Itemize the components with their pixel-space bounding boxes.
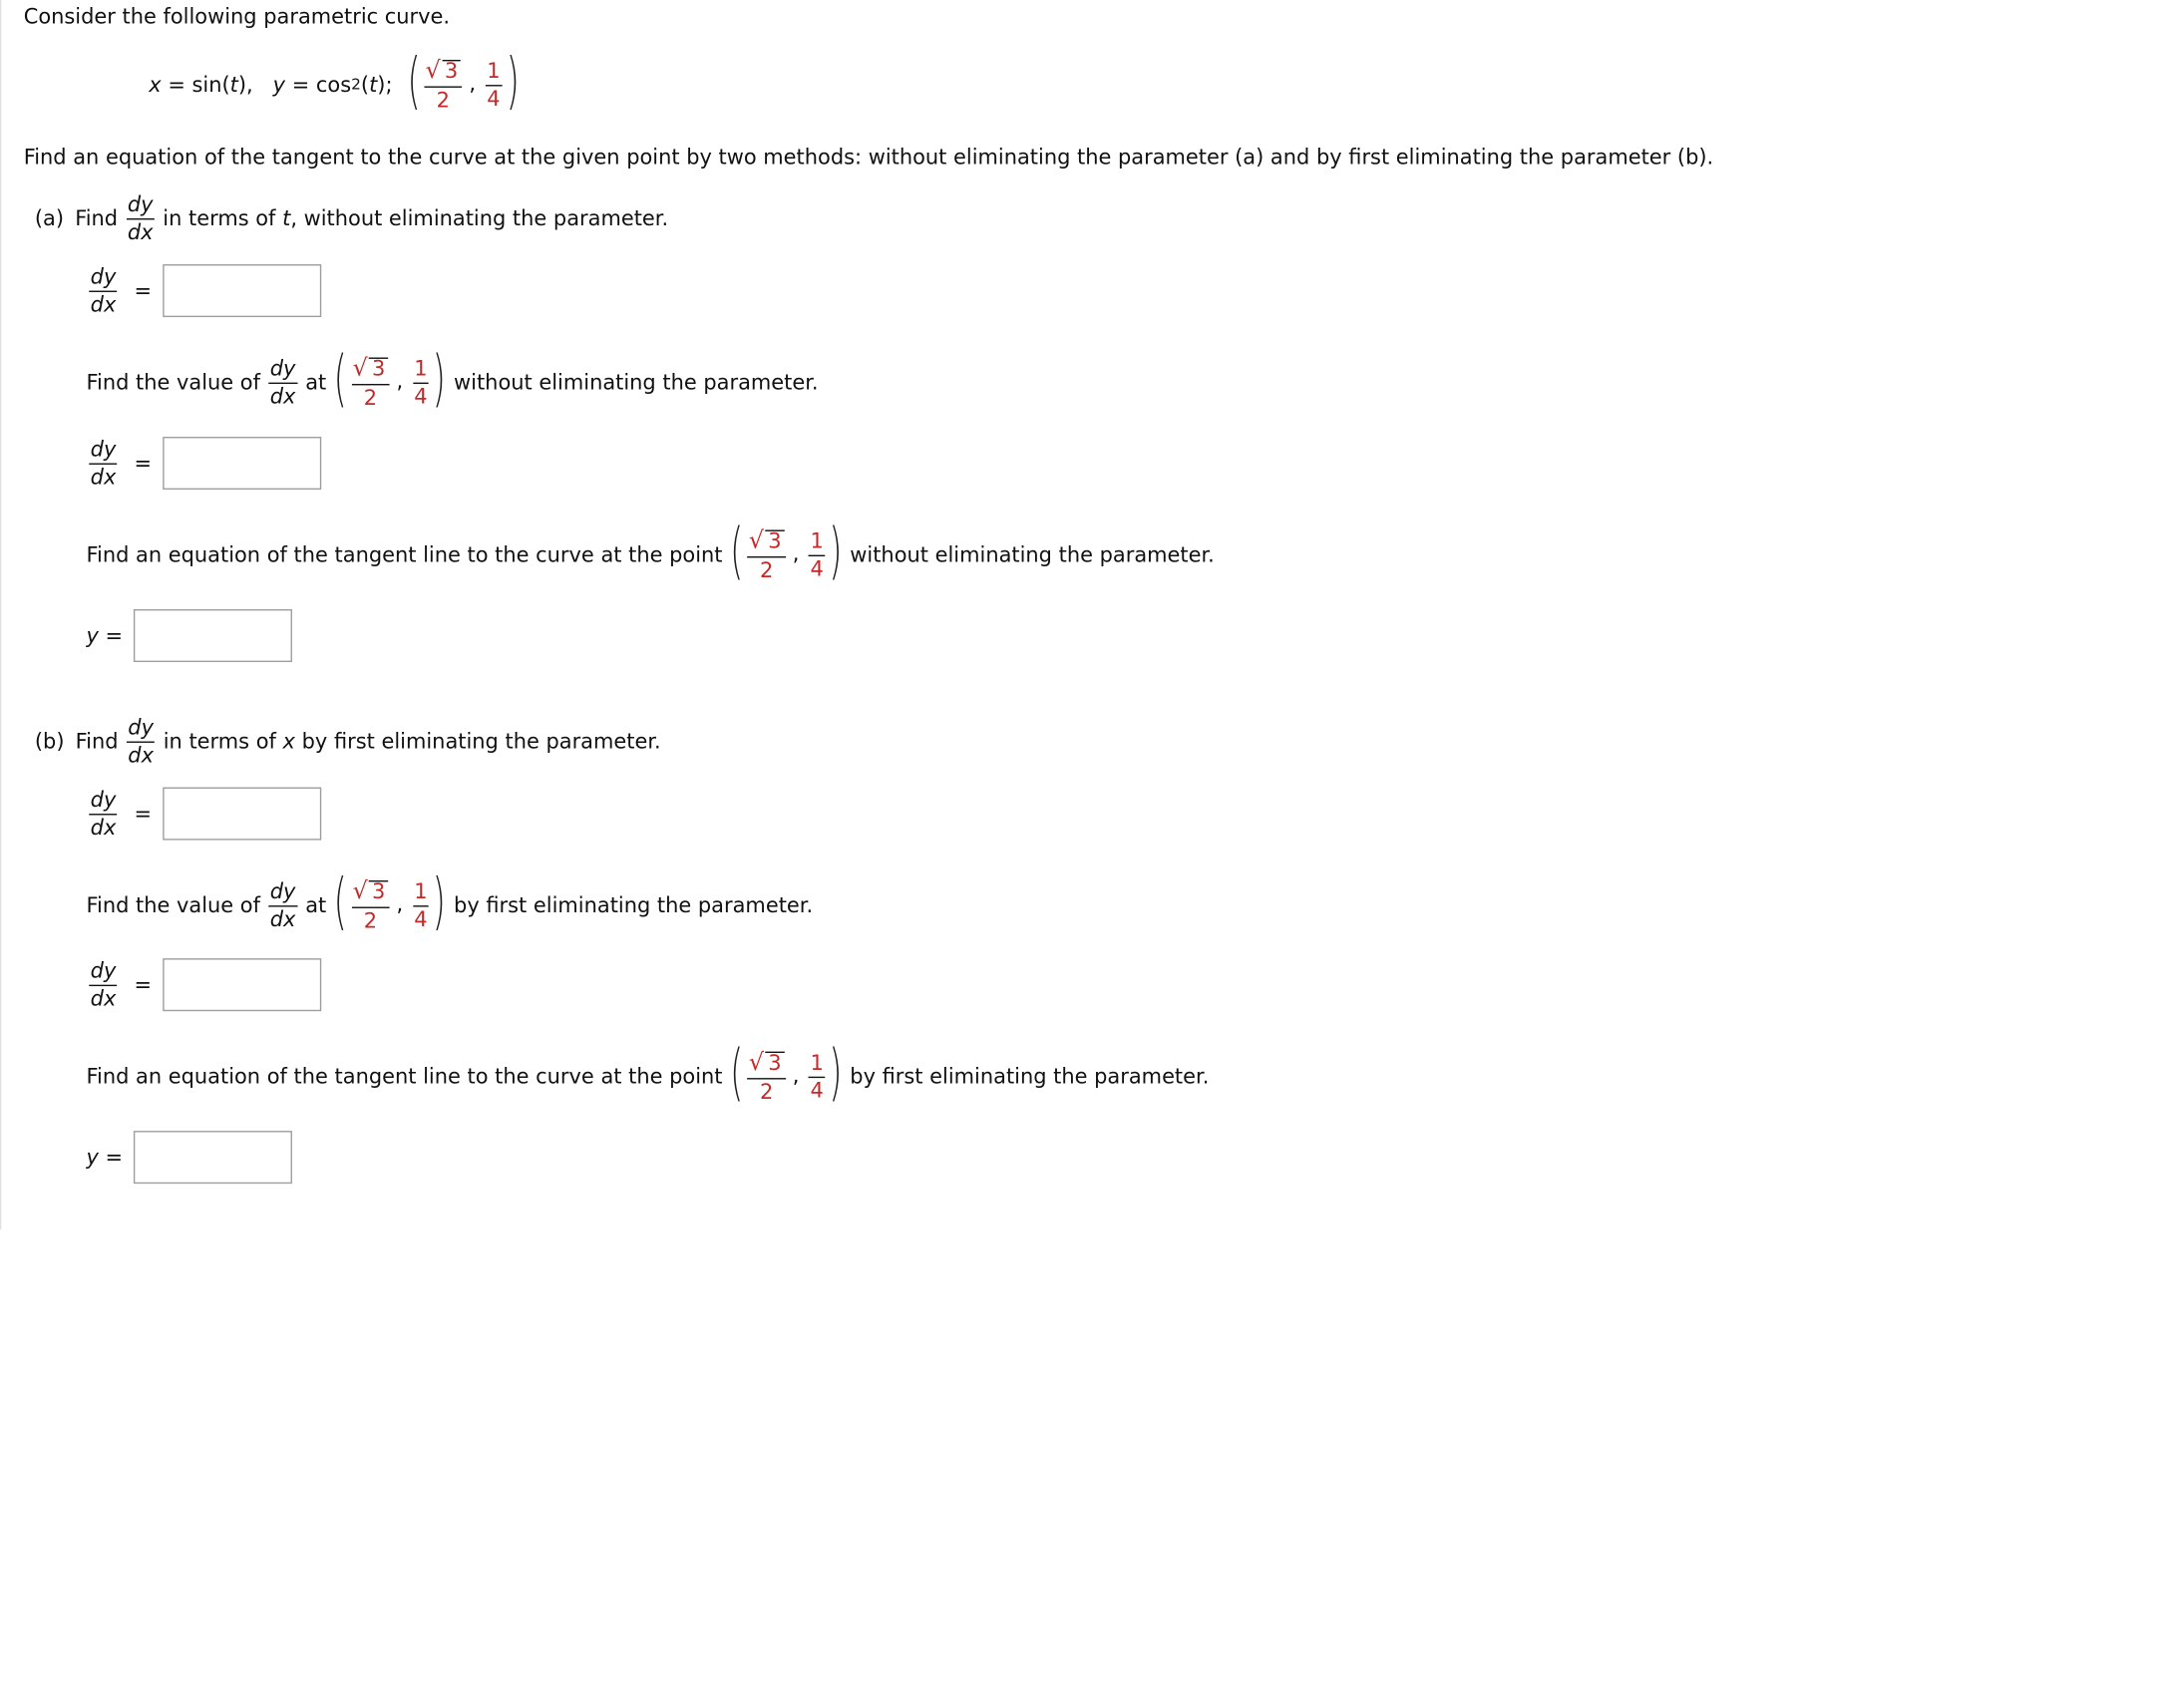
a-tangent-input[interactable] [134, 609, 292, 662]
dydx-fraction: $\frac{dy}{dx}$ [90, 957, 117, 1011]
dydx-fraction: $\frac{dy}{dx}$ [90, 263, 117, 317]
part-b-heading: (b) Find $\frac{dy}{dx}$ in terms of x by first eliminating the parameter. [34, 714, 661, 768]
given-point: ( √ 3 2 , $\frac{1}{4}$ ) [334, 343, 447, 415]
b-tangent-input[interactable] [134, 1131, 292, 1184]
left-border [0, 0, 1, 1229]
part-a-heading: (a) Find $\frac{dy}{dx}$ in terms of t , without eliminating the parameter. [34, 190, 669, 244]
part-b-value-prompt: Find the value of $\frac{dy}{dx}$ at ( √ 3 2 , $\frac{1}{4}$ ) by first eliminating the parameter. [86, 866, 814, 938]
curve-x-func: sin( [191, 72, 230, 98]
part-a-value-row: $\frac{dy}{dx}$ = [86, 436, 321, 492]
part-b-tangent-row: y = [86, 1130, 292, 1186]
part-a-value-prompt: Find the value of $\frac{dy}{dx}$ at ( √ 3 2 , $\frac{1}{4}$ ) without eliminating the parameter. [86, 343, 819, 415]
instruction-text: Find an equation of the tangent to the curve at the given point by two methods: without eliminating the parameter (a) and by first eliminating the parameter (b). [23, 145, 1714, 171]
part-a-label: (a) [34, 205, 65, 231]
dydx-fraction: $\frac{dy}{dx}$ [269, 355, 296, 409]
given-point: ( √ 3 2 , $\frac{1}{4}$ ) [334, 866, 447, 938]
b-value-input[interactable] [163, 958, 321, 1011]
a-value-input[interactable] [163, 437, 321, 490]
dydx-fraction: $\frac{dy}{dx}$ [90, 436, 117, 490]
part-a-derivative-row: $\frac{dy}{dx}$ = [86, 263, 321, 319]
intro-text: Consider the following parametric curve. [23, 4, 451, 30]
part-b-derivative-row: $\frac{dy}{dx}$ = [86, 786, 321, 842]
given-point: ( √ 3 2 , $\frac{1}{4}$ ) [730, 1037, 843, 1109]
b-derivative-input[interactable] [163, 788, 321, 841]
dydx-fraction: $\frac{dy}{dx}$ [269, 877, 296, 931]
dydx-fraction: $\frac{dy}{dx}$ [90, 786, 117, 840]
a-derivative-input[interactable] [163, 264, 321, 317]
part-b-value-row: $\frac{dy}{dx}$ = [86, 957, 321, 1013]
part-a-tangent-prompt: Find an equation of the tangent line to the curve at the point ( √ 3 2 , $\frac{1}{4}$ ) without eliminating the parameter. [86, 515, 1215, 587]
dydx-fraction: $\frac{dy}{dx}$ [127, 190, 154, 244]
part-a-tangent-row: y = [86, 608, 292, 664]
part-b-label: (b) [34, 728, 65, 755]
curve-definition: x = sin( t ), y = cos 2 ( t ); ( √ 3 2 , $\frac{1}{4}$ ) [149, 46, 520, 118]
curve-y-var: y [272, 72, 286, 98]
given-point: ( √ 3 2 , $\frac{1}{4}$ ) [730, 515, 843, 587]
given-point: ( √ 3 2 , $\frac{1}{4}$ ) [407, 46, 520, 118]
dydx-fraction: $\frac{dy}{dx}$ [128, 714, 154, 768]
curve-y-func: cos [315, 72, 352, 98]
part-b-tangent-prompt: Find an equation of the tangent line to the curve at the point ( √ 3 2 , $\frac{1}{4}$ ) by first eliminating the parameter. [86, 1037, 1210, 1109]
curve-x-var: x [149, 72, 162, 98]
